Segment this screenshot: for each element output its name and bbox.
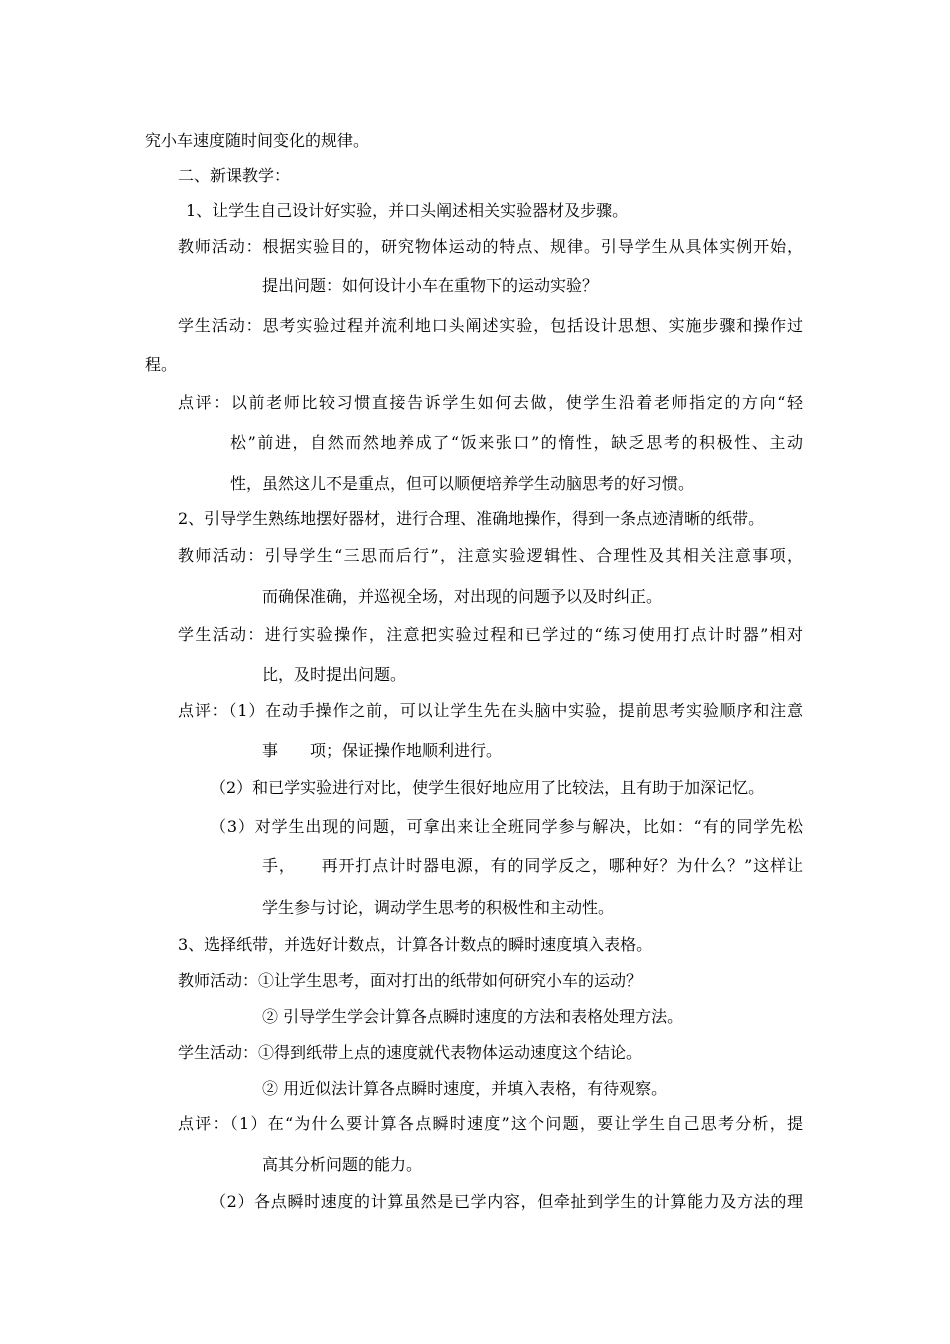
text-line: 手， 再开打点计时器电源，有的同学反之，哪种好？为什么？”这样让	[262, 856, 803, 875]
text-line: 学生活动：①得到纸带上点的速度就代表物体运动速度这个结论。	[178, 1043, 643, 1062]
text-line: ② 引导学生学会计算各点瞬时速度的方法和表格处理方法。	[262, 1007, 684, 1026]
text-line: 程。	[145, 355, 178, 374]
text-line: 性，虽然这儿不是重点，但可以顺便培养学生动脑思考的好习惯。	[230, 474, 695, 493]
text-line: （2）各点瞬时速度的计算虽然是已学内容，但牵扯到学生的计算能力及方法的理	[210, 1192, 803, 1211]
text-line: （3）对学生出现的问题，可拿出来让全班同学参与解决，比如：“有的同学先松	[210, 817, 803, 836]
text-line: 比，及时提出问题。	[262, 665, 407, 684]
subsection-heading: 1、让学生自己设计好实验，并口头阐述相关实验器材及步骤。	[186, 201, 629, 220]
text-line: 究小车速度随时间变化的规律。	[145, 131, 370, 150]
text-line: 学生参与讨论，调动学生思考的积极性和主动性。	[262, 898, 615, 917]
text-line: 教师活动：①让学生思考，面对打出的纸带如何研究小车的运动？	[178, 971, 643, 990]
text-line: 事 项；保证操作地顺利进行。	[262, 741, 503, 760]
text-line: 松”前进，自然而然地养成了“饭来张口”的惰性，缺乏思考的积极性、主动	[230, 433, 803, 452]
section-heading: 二、新课教学：	[178, 166, 291, 185]
text-line: 教师活动：根据实验目的，研究物体运动的特点、规律。引导学生从具体实例开始，	[178, 237, 803, 256]
text-line: 高其分析问题的能力。	[262, 1155, 423, 1174]
text-line: 点评：（1）在“为什么要计算各点瞬时速度”这个问题，要让学生自己思考分析，提	[178, 1114, 803, 1133]
text-line: （2）和已学实验进行对比，使学生很好地应用了比较法，且有助于加深记忆。	[210, 778, 765, 797]
text-line: ② 用近似法计算各点瞬时速度，并填入表格，有待观察。	[262, 1079, 668, 1098]
text-line: 点评：以前老师比较习惯直接告诉学生如何去做，使学生沿着老师指定的方向“轻	[178, 393, 803, 412]
text-line: 教师活动：引导学生“三思而后行”，注意实验逻辑性、合理性及其相关注意事项，	[178, 546, 803, 565]
text-line: 点评：（1）在动手操作之前，可以让学生先在头脑中实验，提前思考实验顺序和注意	[178, 701, 803, 720]
text-line: 而确保准确，并巡视全场，对出现的问题予以及时纠正。	[262, 587, 663, 606]
text-line: 学生活动：思考实验过程并流利地口头阐述实验，包括设计思想、实施步骤和操作过	[178, 316, 803, 335]
text-line: 提出问题：如何设计小车在重物下的运动实验？	[262, 276, 599, 295]
subsection-heading: 2、引导学生熟练地摆好器材，进行合理、准确地操作，得到一条点迹清晰的纸带。	[178, 509, 765, 528]
subsection-heading: 3、选择纸带，并选好计数点，计算各计数点的瞬时速度填入表格。	[178, 935, 653, 954]
text-line: 学生活动：进行实验操作，注意把实验过程和已学过的“练习使用打点计时器”相对	[178, 625, 803, 644]
